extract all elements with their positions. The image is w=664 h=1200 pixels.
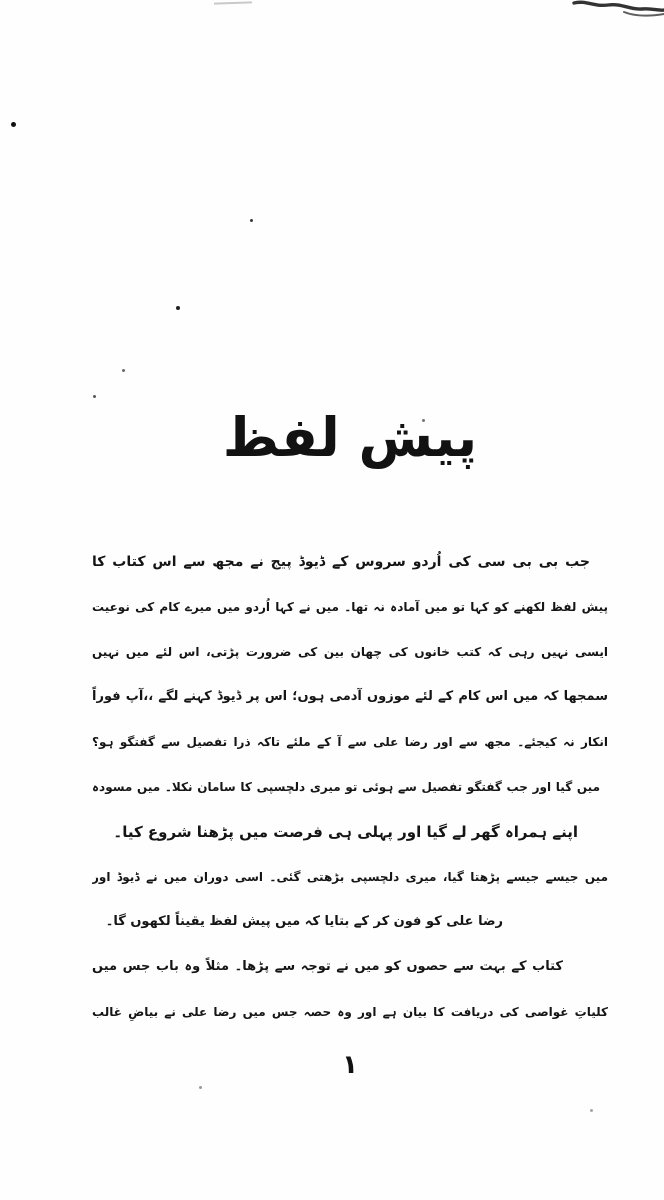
body-line: ایسی نہیں رہی کہ کتب خانوں کی چھان بین کی ضرورت پڑتی، اس لئے میں نہیں	[92, 645, 608, 659]
scan-streak-artifact	[214, 1, 252, 4]
body-line: رضا علی کو فون کر کے بتایا کہ میں پیش لفظ یقیناً لکھوں گا۔	[105, 914, 503, 929]
scan-speck	[176, 306, 180, 310]
scan-speck	[250, 219, 253, 222]
preface-body	[92, 540, 608, 1035]
body-line: سمجھا کہ میں اس کام کے لئے موزوں آدمی ہوں؛ اس پر ڈیوڈ کہنے لگے ،،آپ فوراً	[92, 689, 608, 704]
body-line: میں گیا اور جب گفتگو تفصیل سے ہوئی تو میری دلچسپی کا سامان نکلا۔ میں مسودہ	[92, 780, 600, 794]
scan-speck	[93, 395, 96, 398]
body-line: اپنے ہمراہ گھر لے گیا اور پہلی ہی فرصت میں پڑھنا شروع کیا۔	[113, 823, 578, 841]
body-line: میں جیسے جیسے پڑھتا گیا، میری دلچسپی بڑھتی گئی۔ اسی دوران میں نے ڈیوڈ اور	[92, 870, 608, 884]
body-line: کتاب کے بہت سے حصوں کو میں نے توجہ سے پڑھا۔ مثلاً وہ باب جس میں	[92, 959, 563, 974]
preface-title: پیش لفظ	[222, 406, 478, 469]
body-line: کلیاتِ غواصی کی دریافت کا بیان ہے اور وہ حصہ جس میں رضا علی نے بیاضِ غالب	[92, 1005, 608, 1019]
body-line: پیش لفظ لکھنے کو کہا تو میں آمادہ نہ تھا۔ میں نے کہا اُردو میں میرے کام کی نوعیت	[92, 600, 608, 614]
body-line: انکار نہ کیجئے۔ مجھ سے اور رضا علی سے آ کے ملئے تاکہ ذرا تفصیل سے گفتگو ہو؟	[92, 735, 608, 749]
scan-speck	[590, 1109, 593, 1112]
scan-speck	[199, 1086, 202, 1089]
body-line: جب بی بی سی کی اُردو سروس کے ڈیوڈ پیج نے مجھ سے اس کتاب کا	[92, 554, 590, 570]
scan-speck	[11, 122, 16, 127]
page-number: ۱	[342, 1050, 358, 1080]
scan-speck	[122, 369, 125, 372]
scan-smudge-artifact	[572, 0, 664, 20]
